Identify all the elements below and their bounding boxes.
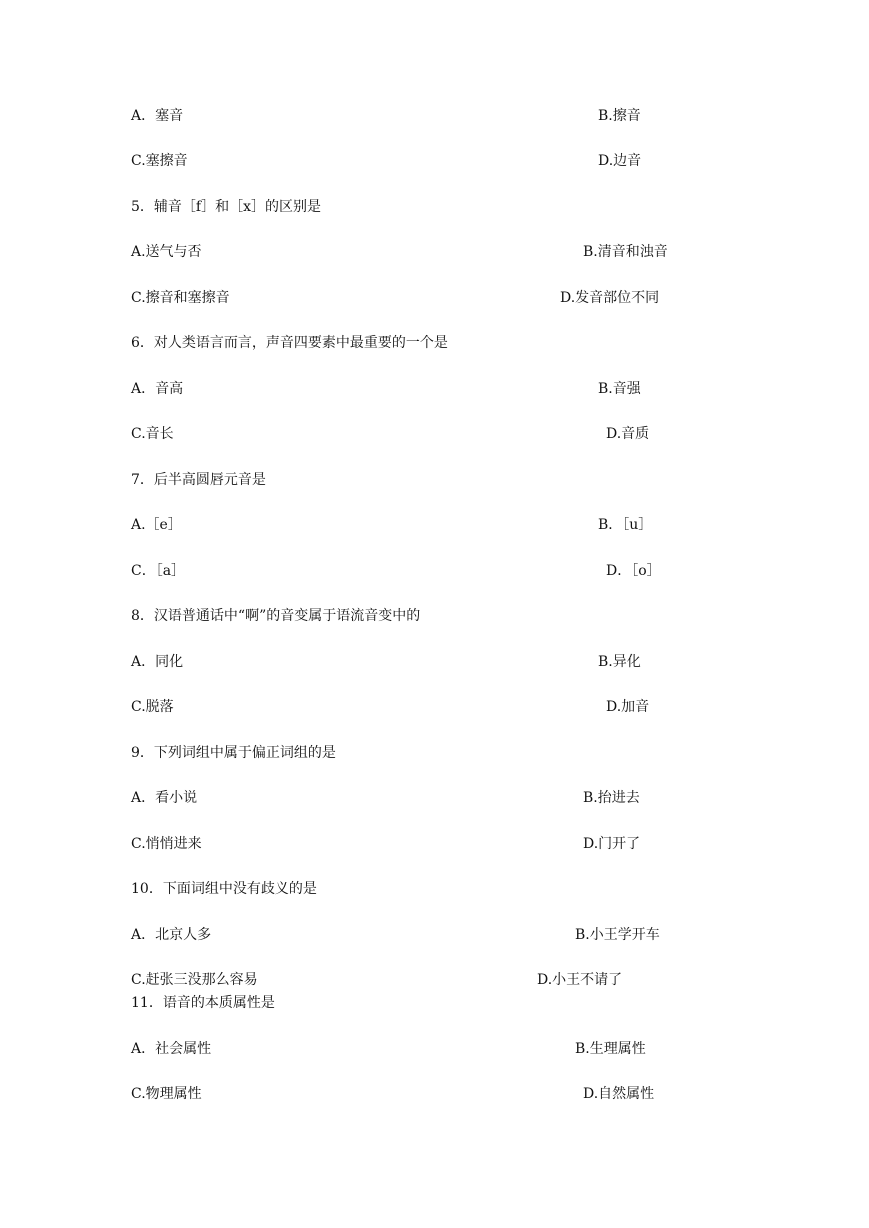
q10-option-a: A．北京人多 xyxy=(131,927,212,943)
q9-stem: 9．下列词组中属于偏正词组的是 xyxy=(131,745,336,761)
q5-option-d: D.发音部位不同 xyxy=(560,290,660,306)
q4-option-a: A．塞音 xyxy=(131,108,184,124)
q8-option-d: D.加音 xyxy=(606,699,650,715)
q4-option-d: D.边音 xyxy=(598,153,642,169)
q6-option-d: D.音质 xyxy=(606,426,650,442)
q5-option-b: B.清音和浊音 xyxy=(583,244,668,260)
q9-option-a: A．看小说 xyxy=(131,790,198,806)
q9-option-c: C.悄悄进来 xyxy=(131,836,202,852)
q6-option-a: A．音高 xyxy=(131,381,184,397)
q4-option-c: C.塞擦音 xyxy=(131,153,188,169)
q11-option-d: D.自然属性 xyxy=(583,1086,655,1102)
q9-option-b: B.抬进去 xyxy=(583,790,640,806)
q7-option-b: B．［u］ xyxy=(598,517,653,533)
q11-option-a: A．社会属性 xyxy=(131,1041,212,1057)
q5-option-c: C.擦音和塞擦音 xyxy=(131,290,230,306)
q8-option-b: B.异化 xyxy=(598,654,641,670)
q5-option-a: A.送气与否 xyxy=(131,244,202,260)
q11-stem: 11．语音的本质属性是 xyxy=(131,995,275,1011)
q6-option-b: B.音强 xyxy=(598,381,641,397)
q4-option-b: B.擦音 xyxy=(598,108,641,124)
q10-stem: 10．下面词组中没有歧义的是 xyxy=(131,881,317,897)
q6-option-c: C.音长 xyxy=(131,426,174,442)
q8-option-a: A．同化 xyxy=(131,654,184,670)
q7-stem: 7．后半高圆唇元音是 xyxy=(131,472,266,488)
q7-option-c: C．［a］ xyxy=(131,563,186,579)
q6-stem: 6．对人类语言而言，声音四要素中最重要的一个是 xyxy=(131,335,448,351)
q7-option-a: A.［e］ xyxy=(131,517,182,533)
q10-option-c: C.赶张三没那么容易 xyxy=(131,972,258,988)
q8-stem: 8．汉语普通话中“啊”的音变属于语流音变中的 xyxy=(131,608,421,624)
q7-option-d: D．［o］ xyxy=(606,563,661,579)
q11-option-c: C.物理属性 xyxy=(131,1086,202,1102)
q11-option-b: B.生理属性 xyxy=(575,1041,646,1057)
q10-option-b: B.小王学开车 xyxy=(575,927,660,943)
q9-option-d: D.门开了 xyxy=(583,836,641,852)
q5-stem: 5．辅音［f］和［x］的区别是 xyxy=(131,199,321,215)
q10-option-d: D.小王不请了 xyxy=(537,972,623,988)
q8-option-c: C.脱落 xyxy=(131,699,174,715)
